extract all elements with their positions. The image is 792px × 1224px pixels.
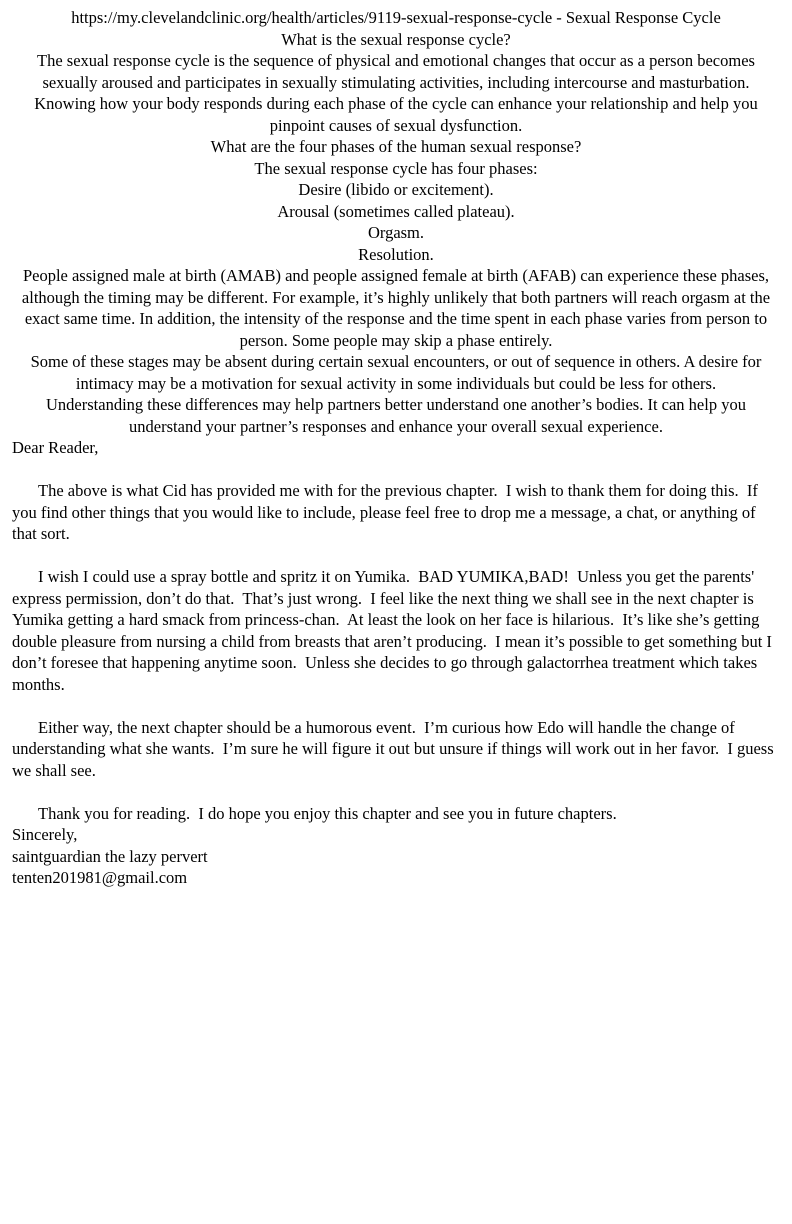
phase-line-resolution: Resolution. [358, 244, 434, 264]
letter-paragraph: Either way, the next chapter should be a humorous event. I’m curious how Edo will handle the change of understanding what she wants. I’m sure he will figure it out but unsure if things will work out in her favor. I guess we shall see. [12, 717, 778, 780]
article-excerpt [12, 7, 780, 437]
phase-line-orgasm: Orgasm. [367, 223, 425, 242]
source-url-line: https://my.clevelandclinic.org/health/articles/9119-sexual-response-cycle - Sexual Response Cycle [71, 8, 721, 27]
article-paragraph-2: People assigned male at birth (AMAB) and people assigned female at birth (AFAB) can experience these phases, although the timing may be different. For example, it’s highly unlikely that both partners will reach orgasm at the exact same time. In addition, the intensity of the response and the time spent in each phase varies from person to person. Some people may skip a phase entirely. [21, 266, 775, 350]
article-question-1: What is the sexual response cycle? [281, 29, 511, 49]
article-paragraph-1: The sexual response cycle is the sequence of physical and emotional changes that occur as a person becomes sexually aroused and participates in sexually stimulating activities, including intercourse and masturbation. Knowing how your body responds during each phase of the cycle can enhance your relationship and help you pinpoint causes of sexual dysfunction. [34, 51, 762, 135]
signature-name: saintguardian the lazy pervert [12, 846, 208, 866]
phases-intro-line: The sexual response cycle has four phases: [254, 158, 538, 178]
letter-paragraph: Thank you for reading. I do hope you enjoy this chapter and see you in future chapters. [38, 803, 617, 823]
salutation: Dear Reader, [12, 438, 99, 457]
letter-paragraph: I wish I could use a spray bottle and spritz it on Yumika. BAD YUMIKA,BAD! Unless you get the parents' express permission, don’t do that. That’s just wrong. I feel like the next thing we shall see in the next chapter is Yumika getting a hard smack from princess-chan. At least the look on her face is hilarious. It’s like she’s getting double pleasure from nursing a child from breasts that aren’t producing. I mean it’s possible to get something but I don’t foresee that happening anytime soon. Unless she decides to go through galactorrhea treatment which takes months. [12, 567, 777, 694]
article-question-2: What are the four phases of the human sexual response? [210, 137, 582, 156]
letter-paragraph: The above is what Cid has provided me with for the previous chapter. I wish to thank them for doing this. If you find other things that you would like to include, please feel free to drop me a message, a chat, or anything of that sort. [12, 481, 763, 543]
closing: Sincerely, [12, 825, 78, 844]
letter-section [12, 437, 780, 889]
article-paragraph-3: Some of these stages may be absent during certain sexual encounters, or out of sequence in others. A desire for intimacy may be a motivation for sexual activity in some individuals but could be less for others. [30, 352, 766, 393]
phase-line-desire: Desire (libido or excitement). [298, 180, 494, 199]
article-paragraph-4: Understanding these differences may help partners better understand one another’s bodies. It can help you understand your partner’s responses and enhance your overall sexual experience. [46, 395, 751, 436]
signature-email: tenten201981@gmail.com [12, 868, 188, 887]
phase-line-arousal: Arousal (sometimes called plateau). [277, 201, 515, 221]
